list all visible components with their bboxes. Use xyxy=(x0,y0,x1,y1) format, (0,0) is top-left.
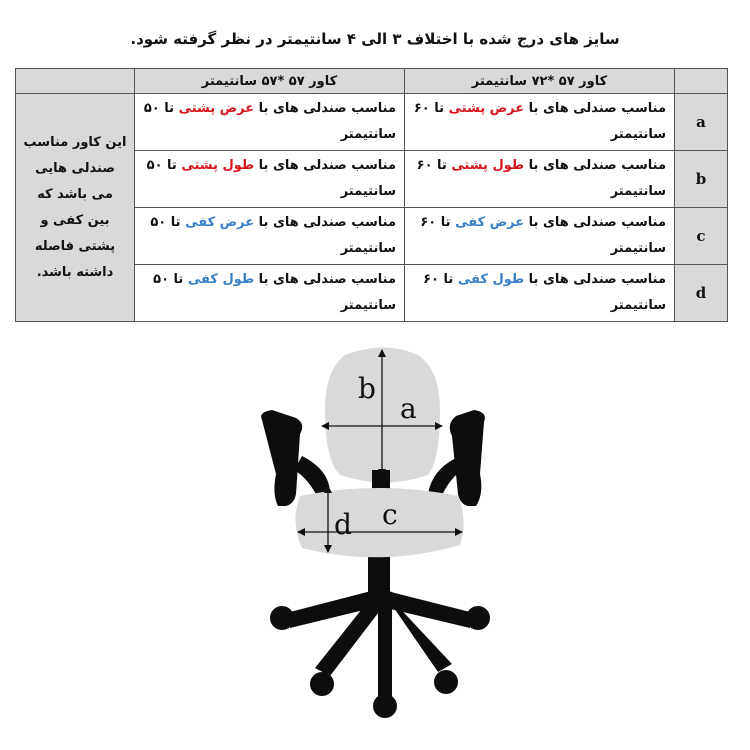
cell-57x57 xyxy=(135,265,405,322)
cell-unit: سانتیمتر xyxy=(340,127,396,142)
cell-text: مناسب صندلی های با xyxy=(524,215,666,230)
label-d: d xyxy=(334,508,352,541)
note-cell xyxy=(16,94,135,322)
note-line: این کاور مناسب xyxy=(23,134,127,150)
header-cover-57x57: کاور ۵۷ *۵۷ سانتیمتر xyxy=(135,69,405,94)
cell-unit: سانتیمتر xyxy=(340,184,396,199)
cell-limit: تا ۶۰ xyxy=(416,158,452,173)
row-letter: a xyxy=(675,94,728,151)
cell-57x72 xyxy=(405,94,675,151)
cell-unit: سانتیمتر xyxy=(610,298,666,313)
cell-57x57 xyxy=(135,94,405,151)
cell-limit: تا ۵۰ xyxy=(146,158,182,173)
row-letter: b xyxy=(675,151,728,208)
chair-base xyxy=(270,548,490,718)
header-note xyxy=(16,69,135,94)
seat xyxy=(295,488,463,557)
cell-unit: سانتیمتر xyxy=(340,241,396,256)
cell-text: مناسب صندلی های با xyxy=(524,272,666,287)
note-line: بین کفی و xyxy=(40,212,110,228)
cell-text: مناسب صندلی های با xyxy=(524,158,666,173)
note-line: داشته باشد. xyxy=(36,264,114,280)
header-cover-57x72: کاور ۵۷ *۷۲ سانتیمتر xyxy=(405,69,675,94)
cell-key-seat: طول کفی xyxy=(457,272,525,287)
cell-57x72 xyxy=(405,208,675,265)
header-letter xyxy=(675,69,728,94)
cell-limit: تا ۵۰ xyxy=(143,101,179,116)
cell-text: مناسب صندلی های با xyxy=(524,101,666,116)
note-line: صندلی هایی xyxy=(35,160,115,176)
cell-unit: سانتیمتر xyxy=(610,184,666,199)
cell-key-seat: طول کفی xyxy=(187,272,255,287)
cell-limit: تا ۵۰ xyxy=(153,272,188,287)
row-letter: d xyxy=(675,265,728,322)
cell-text: مناسب صندلی های با xyxy=(254,158,396,173)
page-title: سایز های درج شده با اختلاف ۳ الی ۴ سانتیمتر در نظر گرفته شود. xyxy=(130,30,620,48)
cell-57x72 xyxy=(405,265,675,322)
cell-key-back: عرض پشتی xyxy=(448,101,525,116)
label-b: b xyxy=(358,372,376,405)
label-a: a xyxy=(400,392,417,425)
cell-text: مناسب صندلی های با xyxy=(254,215,396,230)
note-line: پشتی فاصله xyxy=(34,238,116,254)
cell-unit: سانتیمتر xyxy=(340,298,396,313)
cell-key-seat: عرض کفی xyxy=(185,215,255,230)
cell-key-back: طول پشتی xyxy=(451,158,525,173)
cell-key-seat: عرض کفی xyxy=(455,215,525,230)
cell-57x72 xyxy=(405,151,675,208)
chair-diagram xyxy=(0,340,750,750)
cell-text: مناسب صندلی های با xyxy=(254,272,396,287)
table-header-row xyxy=(16,69,728,94)
cell-limit: تا ۶۰ xyxy=(413,101,449,116)
cell-limit: تا ۵۰ xyxy=(150,215,186,230)
cell-key-back: طول پشتی xyxy=(181,158,255,173)
cell-unit: سانتیمتر xyxy=(610,127,666,142)
cell-limit: تا ۶۰ xyxy=(423,272,458,287)
table-row xyxy=(16,94,728,151)
row-letter: c xyxy=(675,208,728,265)
cell-limit: تا ۶۰ xyxy=(420,215,456,230)
cell-57x57 xyxy=(135,208,405,265)
label-c: c xyxy=(382,498,398,531)
cell-text: مناسب صندلی های با xyxy=(254,101,396,116)
size-table xyxy=(15,68,728,322)
note-line: می باشد که xyxy=(37,186,113,202)
cell-unit: سانتیمتر xyxy=(610,241,666,256)
cell-57x57 xyxy=(135,151,405,208)
cell-key-back: عرض پشتی xyxy=(178,101,255,116)
